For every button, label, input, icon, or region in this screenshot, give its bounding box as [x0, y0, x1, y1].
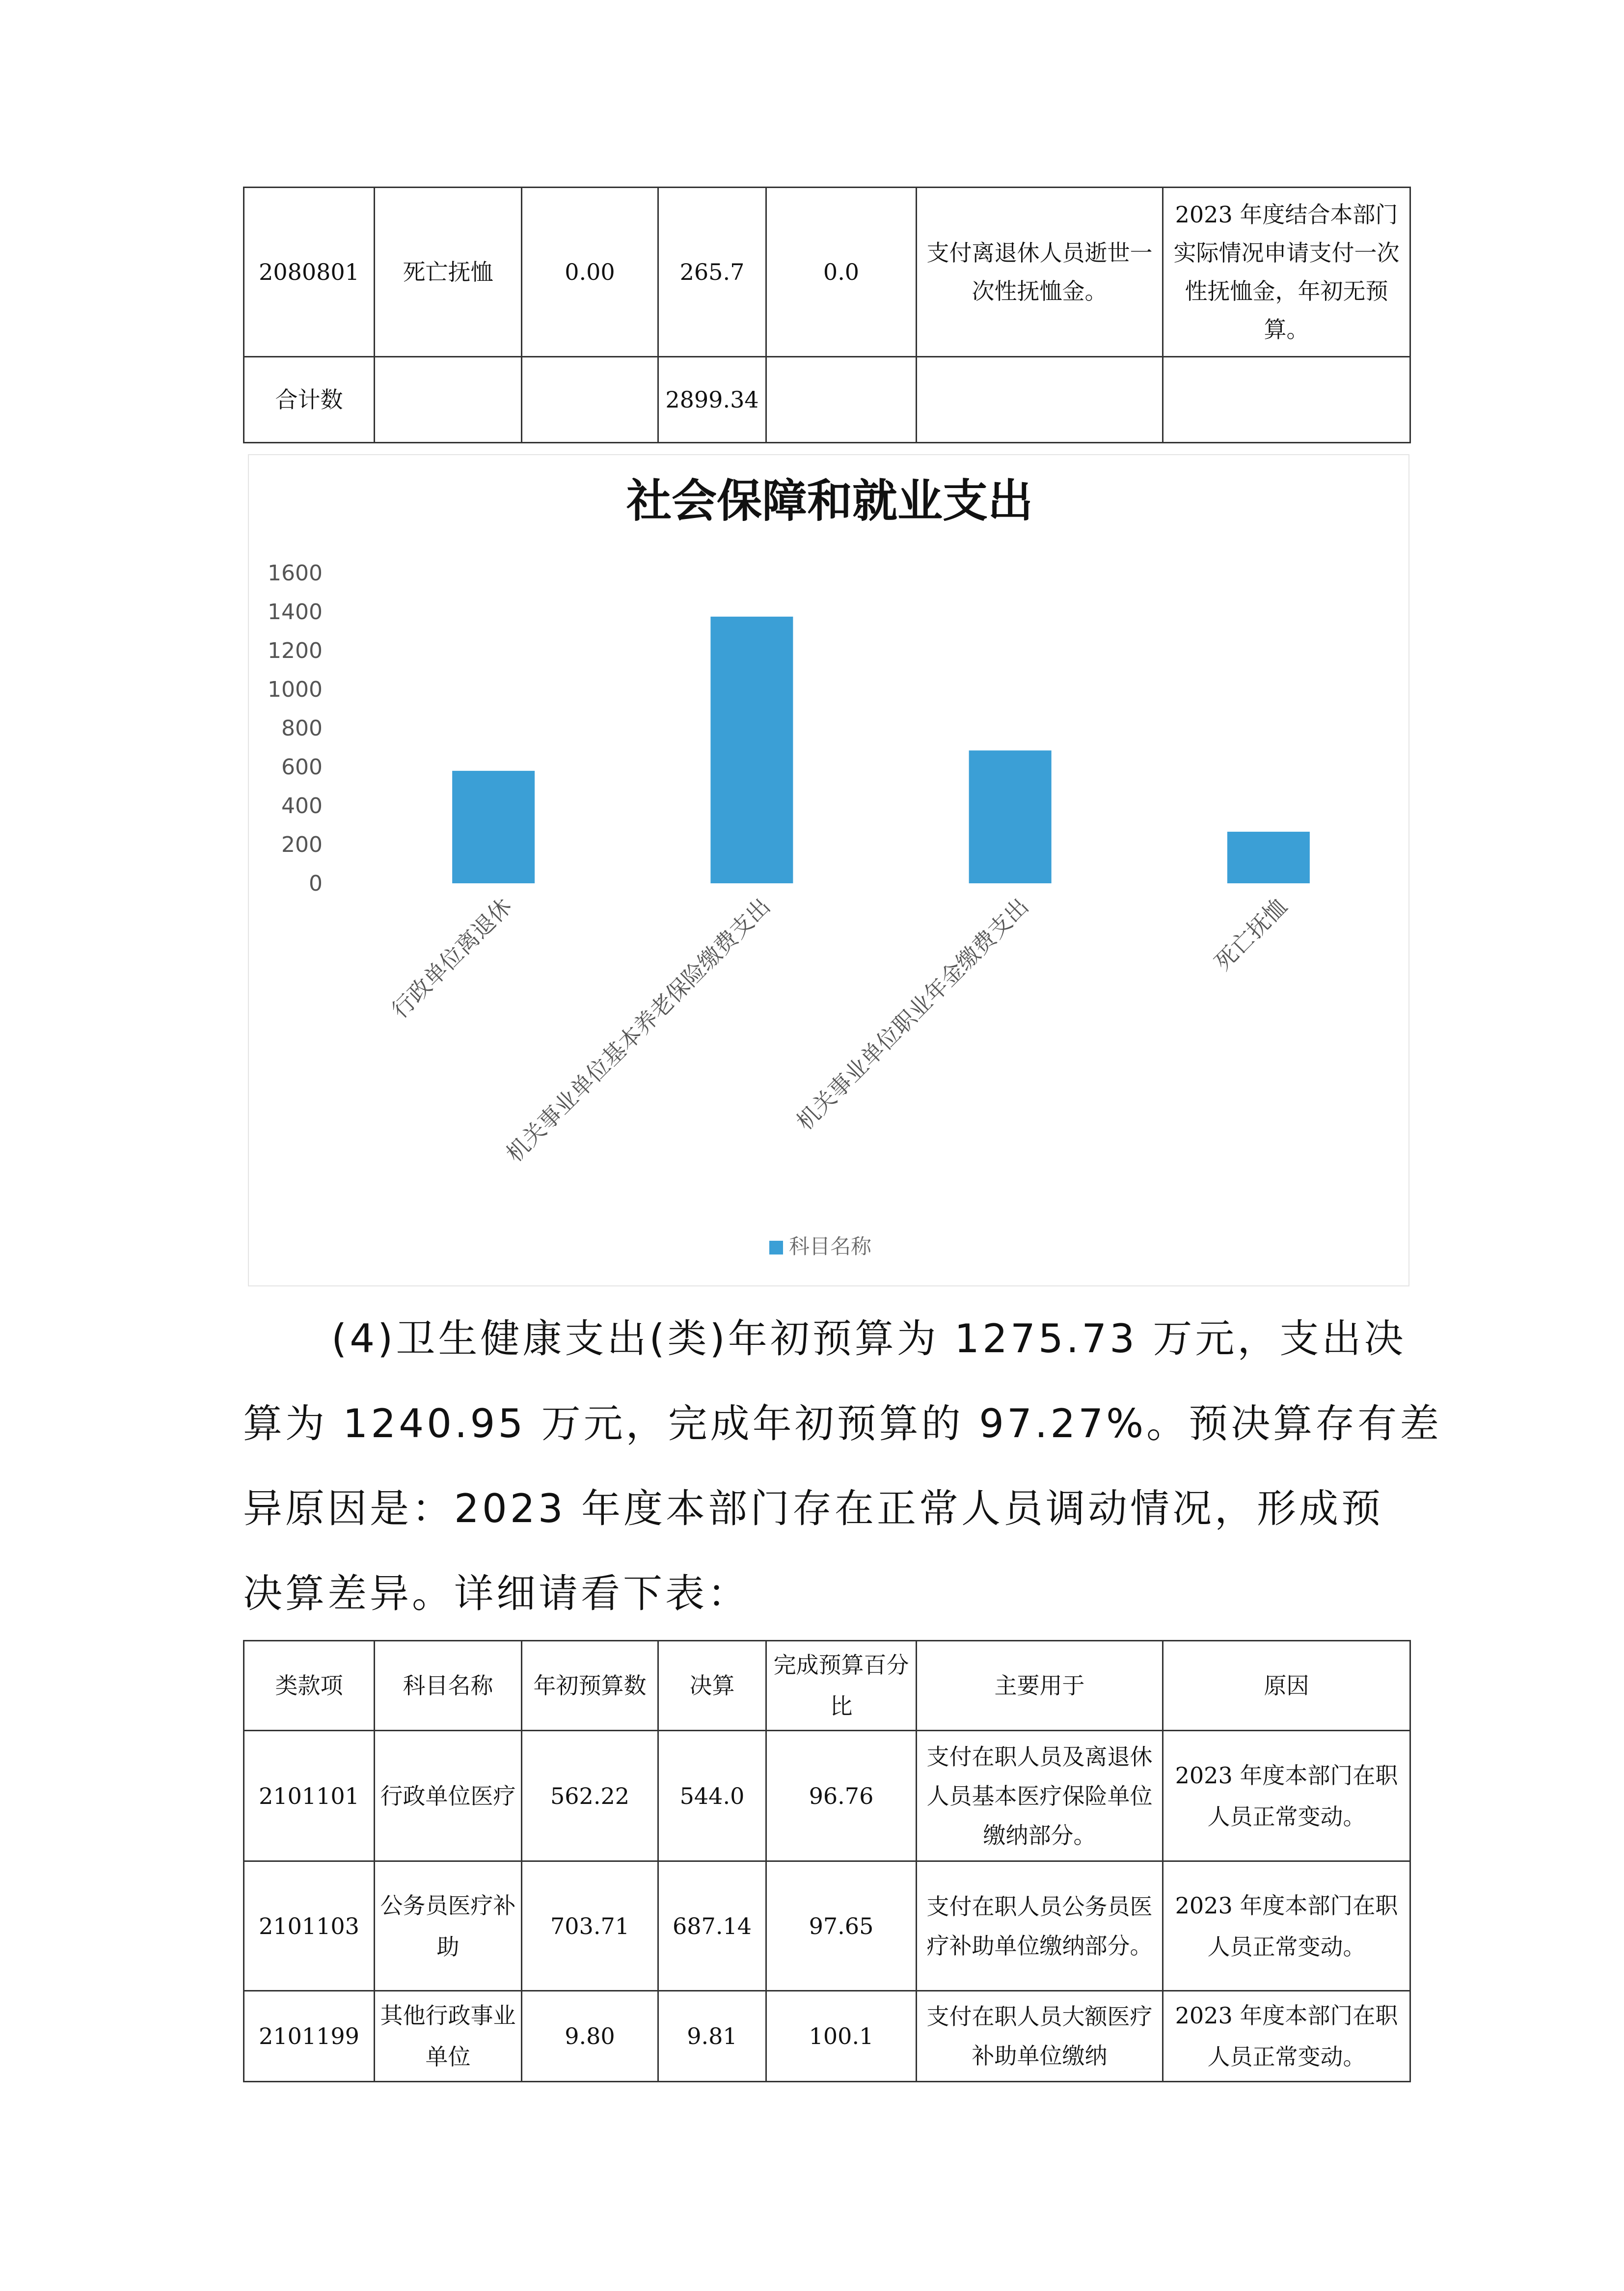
cell-usage: 支付在职人员公务员医疗补助单位缴纳部分。	[917, 1861, 1163, 1991]
paragraph-line: 异原因是：2023 年度本部门存在正常人员调动情况，形成预	[243, 1486, 1384, 1531]
x-tick-label: 行政单位离退休	[386, 893, 517, 1024]
cell-empty	[1163, 357, 1410, 443]
cell-reason: 2023 年度结合本部门实际情况申请支付一次性抚恤金，年初无预算。	[1163, 188, 1410, 357]
cell-empty	[766, 357, 917, 443]
cell-budget: 703.71	[522, 1861, 658, 1991]
chart-title: 社会保障和就业支出	[626, 475, 1033, 527]
y-tick-label: 1600	[268, 561, 323, 586]
cell-code: 2101199	[244, 1991, 375, 2082]
cell-percent: 0.0	[766, 188, 917, 357]
cell-empty	[917, 357, 1163, 443]
bar	[969, 750, 1052, 883]
cell-subject: 行政单位医疗	[375, 1731, 522, 1861]
legend	[769, 1234, 872, 1258]
bar	[710, 617, 793, 883]
bar-chart	[248, 454, 1409, 1286]
cell-empty	[375, 357, 522, 443]
cell-reason: 2023 年度本部门在职人员正常变动。	[1163, 1861, 1410, 1991]
cell-budget: 0.00	[522, 188, 658, 357]
y-tick-label: 400	[281, 793, 323, 818]
y-tick-label: 0	[309, 871, 323, 896]
y-tick-label: 1400	[268, 600, 323, 625]
x-tick-label: 机关事业单位职业年金缴费支出	[791, 893, 1034, 1136]
paragraph-line: 决算差异。详细请看下表：	[243, 1571, 750, 1616]
cell-reason: 2023 年度本部门在职人员正常变动。	[1163, 1991, 1410, 2082]
y-tick-label: 200	[281, 832, 323, 857]
header-final: 决算	[658, 1641, 766, 1731]
top-table	[243, 187, 1411, 443]
x-axis	[386, 893, 1292, 1168]
cell-final: 687.14	[658, 1861, 766, 1991]
cell-percent: 100.1	[766, 1991, 917, 2082]
cell-empty	[522, 357, 658, 443]
cell-percent: 96.76	[766, 1731, 917, 1861]
bar-series	[452, 617, 1310, 883]
cell-subject: 其他行政事业单位	[375, 1991, 522, 2082]
x-tick-label: 机关事业单位基本养老保险缴费支出	[501, 893, 776, 1168]
cell-total-label: 合计数	[244, 357, 375, 443]
cell-usage: 支付在职人员大额医疗补助单位缴纳	[917, 1991, 1163, 2082]
paragraph-line: 算为 1240.95 万元，完成年初预算的 97.27%。预决算存有差	[243, 1401, 1442, 1446]
paragraph-line: (4)卫生健康支出(类)年初预算为 1275.73 万元，支出决	[331, 1316, 1407, 1362]
header-code: 类款项	[244, 1641, 375, 1731]
table-row	[244, 1861, 1410, 1991]
cell-budget: 562.22	[522, 1731, 658, 1861]
cell-final: 544.0	[658, 1731, 766, 1861]
cell-subject: 公务员医疗补助	[375, 1861, 522, 1991]
cell-code: 2101103	[244, 1861, 375, 1991]
x-tick-label: 死亡抚恤	[1209, 893, 1292, 976]
cell-budget: 9.80	[522, 1991, 658, 2082]
body-paragraph	[243, 1296, 1442, 1636]
bar	[1227, 832, 1310, 883]
cell-final: 265.7	[658, 188, 766, 357]
y-tick-label: 600	[281, 755, 323, 780]
header-reason: 原因	[1163, 1641, 1410, 1731]
table-row	[244, 1731, 1410, 1861]
header-percent: 完成预算百分比	[766, 1641, 917, 1731]
table-row	[244, 1991, 1410, 2082]
cell-code: 2080801	[244, 188, 375, 357]
y-tick-label: 1000	[268, 677, 323, 702]
cell-reason: 2023 年度本部门在职人员正常变动。	[1163, 1731, 1410, 1861]
legend-swatch	[769, 1241, 783, 1255]
health-expense-table	[243, 1640, 1411, 2082]
cell-percent: 97.65	[766, 1861, 917, 1991]
table-row	[244, 357, 1410, 443]
cell-usage: 支付在职人员及离退休人员基本医疗保险单位缴纳部分。	[917, 1731, 1163, 1861]
table-header-row	[244, 1641, 1410, 1731]
y-axis	[268, 561, 323, 896]
y-tick-label: 800	[281, 716, 323, 741]
cell-usage: 支付离退休人员逝世一次性抚恤金。	[917, 188, 1163, 357]
header-subject: 科目名称	[375, 1641, 522, 1731]
cell-code: 2101101	[244, 1731, 375, 1861]
cell-total-value: 2899.34	[658, 357, 766, 443]
table-row	[244, 188, 1410, 357]
bar	[452, 771, 535, 883]
header-budget: 年初预算数	[522, 1641, 658, 1731]
chart-svg	[249, 455, 1410, 1287]
cell-final: 9.81	[658, 1991, 766, 2082]
legend-label: 科目名称	[789, 1234, 872, 1258]
y-tick-label: 1200	[268, 638, 323, 663]
header-usage: 主要用于	[917, 1641, 1163, 1731]
cell-subject: 死亡抚恤	[375, 188, 522, 357]
